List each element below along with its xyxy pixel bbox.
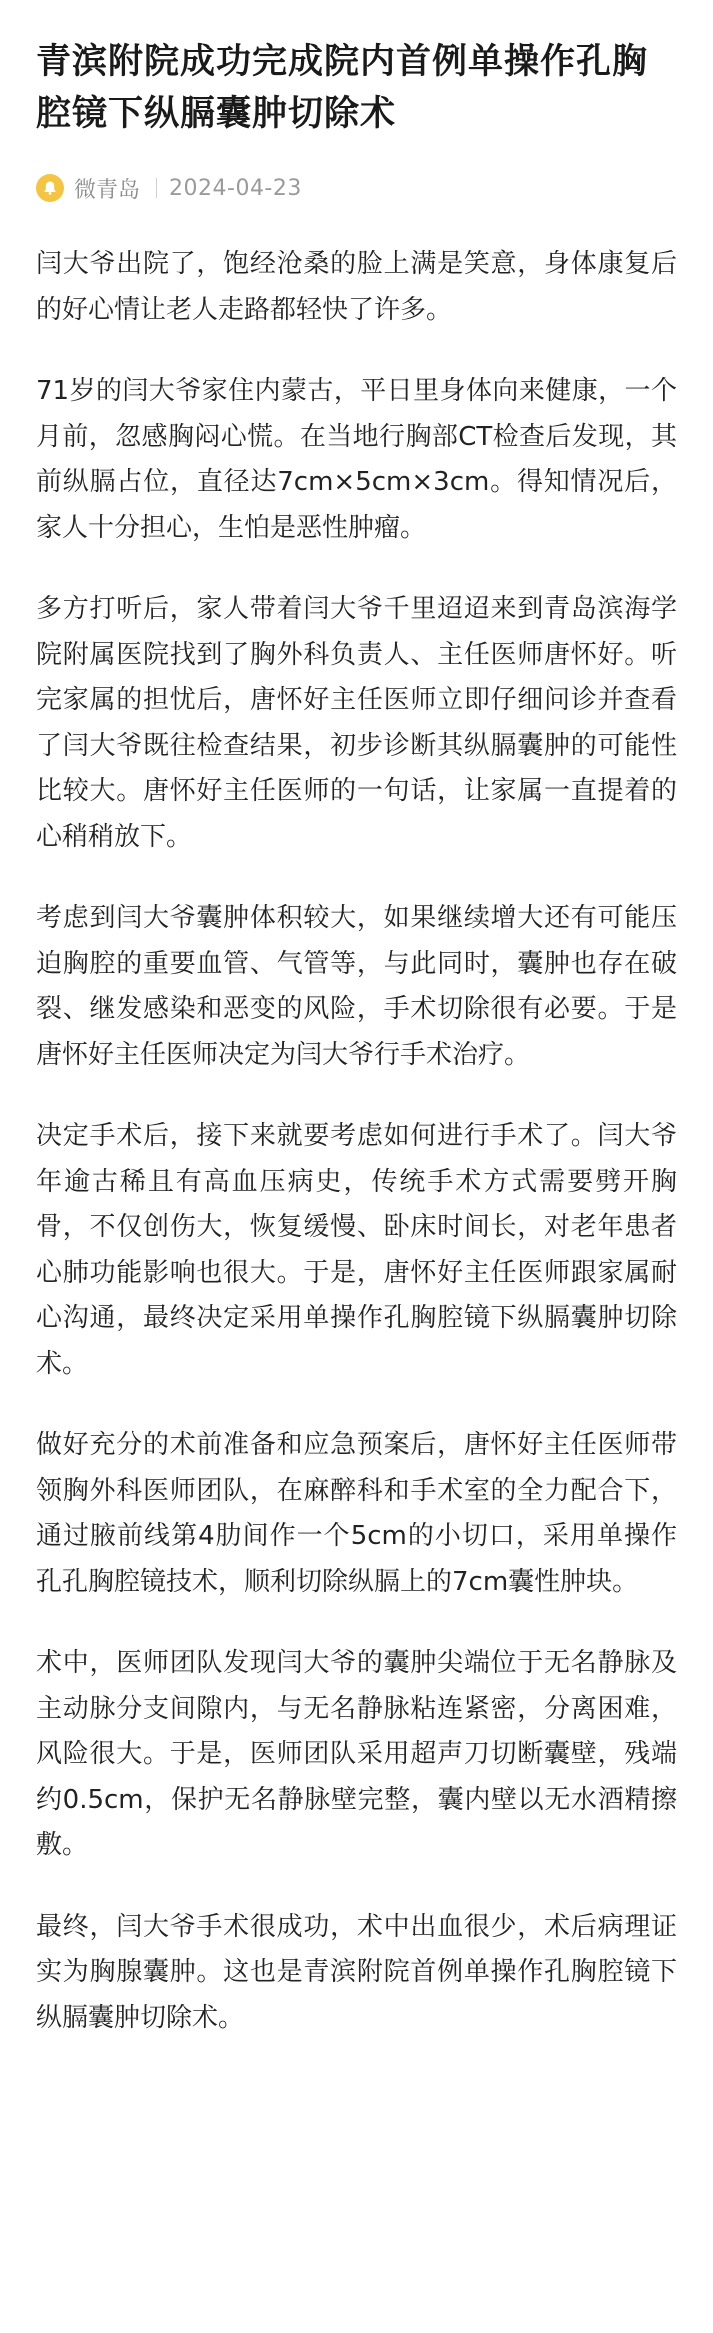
article-meta bbox=[36, 170, 677, 206]
author-name[interactable]: 微青岛 bbox=[74, 177, 141, 203]
meta-divider bbox=[156, 178, 157, 198]
paragraph: 闫大爷出院了，饱经沧桑的脸上满是笑意，身体康复后的好心情让老人走路都轻快了许多。 bbox=[36, 249, 677, 325]
paragraph: 最终，闫大爷手术很成功，术中出血很少，术后病理证实为胸腺囊肿。这也是青滨附院首例单操作孔胸腔镜下纵膈囊肿切除术。 bbox=[36, 1911, 677, 2033]
article-title: 青滨附院成功完成院内首例单操作孔胸腔镜下纵膈囊肿切除术 bbox=[36, 42, 649, 134]
paragraph: 做好充分的术前准备和应急预案后，唐怀好主任医师带领胸外科医师团队，在麻醉科和手术室的全力配合下，通过腋前线第4肋间作一个5cm的小切口，采用单操作孔孔胸腔镜技术，顺利切除纵膈上的7cm囊性肿块。 bbox=[36, 1430, 677, 1597]
paragraph: 71岁的闫大爷家住内蒙古，平日里身体向来健康，一个月前，忽感胸闷心慌。在当地行胸部CT检查后发现，其前纵膈占位，直径达7cm×5cm×3cm。得知情况后，家人十分担心，生怕是恶性肿瘤。 bbox=[36, 376, 677, 543]
paragraph: 多方打听后，家人带着闫大爷千里迢迢来到青岛滨海学院附属医院找到了胸外科负责人、主任医师唐怀好。听完家属的担忧后，唐怀好主任医师立即仔细问诊并查看了闫大爷既往检查结果，初步诊断其纵膈囊肿的可能性比较大。唐怀好主任医师的一句话，让家属一直提着的心稍稍放下。 bbox=[36, 594, 677, 852]
bell-glyph bbox=[42, 180, 58, 196]
publish-date: 2024-04-23 bbox=[169, 175, 302, 201]
bell-avatar-icon[interactable] bbox=[36, 174, 64, 202]
article-body bbox=[36, 242, 677, 2041]
paragraph: 考虑到闫大爷囊肿体积较大，如果继续增大还有可能压迫胸腔的重要血管、气管等，与此同时，囊肿也存在破裂、继发感染和恶变的风险，手术切除很有必要。于是唐怀好主任医师决定为闫大爷行手术治疗。 bbox=[36, 903, 677, 1070]
paragraph: 术中，医师团队发现闫大爷的囊肿尖端位于无名静脉及主动脉分支间隙内，与无名静脉粘连紧密，分离困难，风险很大。于是，医师团队采用超声刀切断囊壁，残端约0.5cm，保护无名静脉壁完整，囊内壁以无水酒精擦敷。 bbox=[36, 1648, 677, 1860]
paragraph: 决定手术后，接下来就要考虑如何进行手术了。闫大爷年逾古稀且有高血压病史，传统手术方式需要劈开胸骨，不仅创伤大，恢复缓慢、卧床时间长，对老年患者心肺功能影响也很大。于是，唐怀好主任医师跟家属耐心沟通，最终决定采用单操作孔胸腔镜下纵膈囊肿切除术。 bbox=[36, 1121, 677, 1379]
